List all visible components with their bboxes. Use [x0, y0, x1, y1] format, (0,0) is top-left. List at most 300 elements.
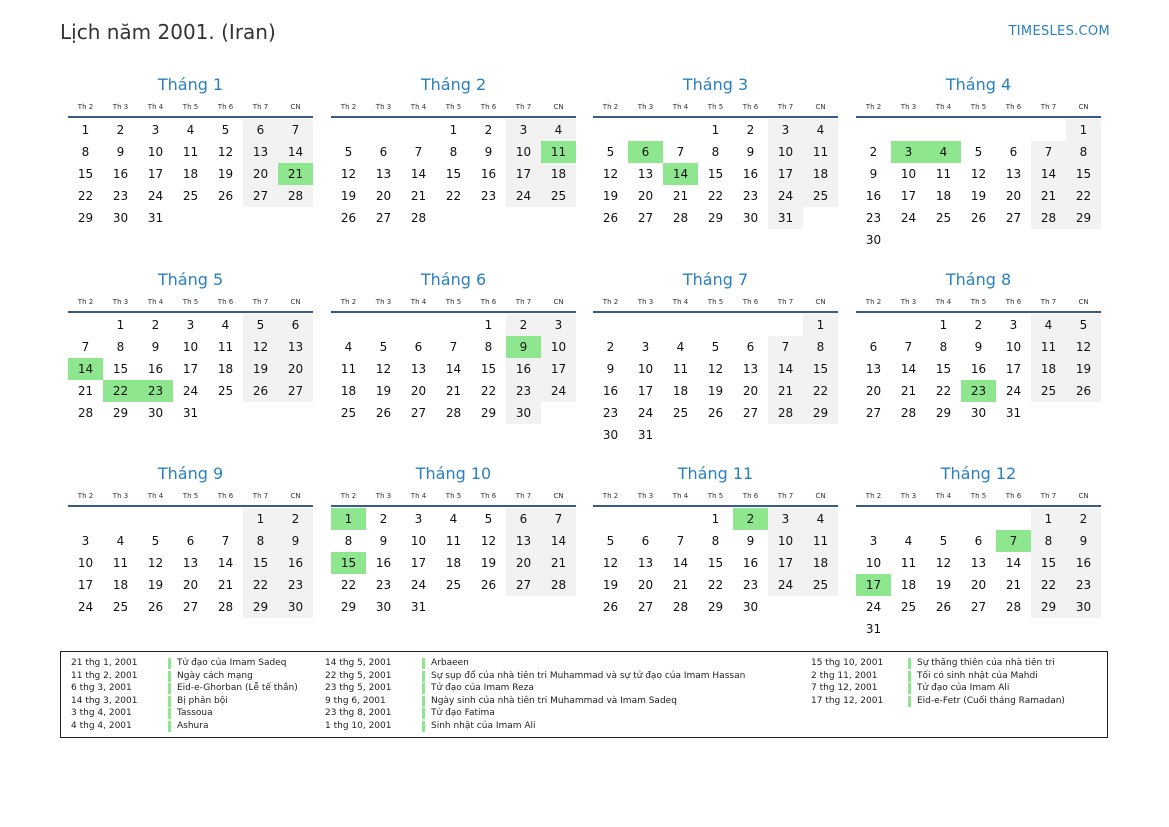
holiday-date: 14 thg 3, 2001	[71, 695, 138, 706]
weekday-label: CN	[815, 492, 826, 500]
day-cell: 8	[711, 145, 720, 159]
day-cell: 20	[410, 384, 427, 398]
day-cell: 19	[217, 167, 234, 181]
day-cell: 7	[676, 145, 685, 159]
day-cell: 30	[865, 233, 882, 247]
day-cell: 1	[1031, 508, 1066, 530]
day-cell: 2	[746, 123, 755, 137]
header-rule	[331, 311, 576, 313]
month-block	[331, 269, 576, 424]
day-cell: 21	[1031, 185, 1066, 207]
day-cell: 18	[803, 163, 838, 185]
day-cell: 9	[278, 530, 313, 552]
day-cell: 4	[676, 340, 685, 354]
day-grid	[856, 314, 1101, 424]
holiday-day-cell: 4	[926, 141, 961, 163]
weekday-header	[593, 295, 838, 309]
holiday-entry	[325, 695, 745, 708]
day-cell: 27	[506, 574, 541, 596]
weekday-label: Th 7	[515, 103, 532, 111]
weekday-header	[68, 100, 313, 114]
day-cell: 9	[379, 534, 388, 548]
weekday-header	[68, 295, 313, 309]
day-cell: 28	[672, 211, 689, 225]
weekday-label: Th 2	[77, 298, 94, 306]
holiday-marker	[908, 683, 911, 694]
weekday-label: Th 4	[935, 298, 952, 306]
day-cell: 21	[1005, 578, 1022, 592]
weekday-label: CN	[815, 298, 826, 306]
header-rule	[331, 505, 576, 507]
day-cell: 10	[77, 556, 94, 570]
holiday-day-cell: 22	[103, 380, 138, 402]
day-cell: 3	[186, 318, 195, 332]
holiday-day-cell: 3	[891, 141, 926, 163]
month-name: Tháng 4	[945, 75, 1012, 94]
day-cell: 9	[974, 340, 983, 354]
holiday-marker	[168, 683, 171, 694]
header-rule	[856, 311, 1101, 313]
weekday-label: CN	[1078, 298, 1089, 306]
day-cell: 1	[449, 123, 458, 137]
day-cell: 26	[1066, 380, 1101, 402]
weekday-label: Th 3	[375, 492, 392, 500]
day-cell: 14	[445, 362, 462, 376]
day-cell: 13	[182, 556, 199, 570]
day-cell: 9	[606, 362, 615, 376]
holiday-marker	[168, 708, 171, 719]
day-cell: 10	[410, 534, 427, 548]
day-cell: 24	[506, 185, 541, 207]
day-cell: 28	[278, 185, 313, 207]
day-cell: 15	[707, 167, 724, 181]
empty-cell	[891, 508, 926, 530]
weekday-label: Th 2	[77, 103, 94, 111]
day-cell: 16	[970, 362, 987, 376]
weekday-label: Th 7	[515, 492, 532, 500]
day-cell: 12	[375, 362, 392, 376]
month-block	[856, 269, 1101, 424]
day-cell: 31	[147, 211, 164, 225]
day-cell: 9	[746, 145, 755, 159]
holiday-date: 15 thg 10, 2001	[811, 658, 884, 668]
day-grid	[856, 508, 1101, 640]
day-cell: 16	[278, 552, 313, 574]
day-cell: 22	[803, 380, 838, 402]
day-cell: 30	[112, 211, 129, 225]
day-cell: 10	[506, 141, 541, 163]
day-cell: 29	[112, 406, 129, 420]
empty-cell	[68, 314, 103, 336]
empty-cell	[593, 119, 628, 141]
empty-cell	[593, 508, 628, 530]
day-cell: 11	[182, 145, 199, 159]
holiday-day-cell: 2	[733, 508, 768, 530]
day-cell: 27	[970, 600, 987, 614]
day-cell: 14	[217, 556, 234, 570]
holiday-day-cell: 14	[663, 163, 698, 185]
day-cell: 2	[506, 314, 541, 336]
day-cell: 30	[970, 406, 987, 420]
holiday-day-cell: 11	[541, 141, 576, 163]
day-cell: 20	[506, 552, 541, 574]
day-cell: 21	[410, 189, 427, 203]
day-cell: 3	[151, 123, 160, 137]
holiday-date: 23 thg 5, 2001	[325, 683, 392, 694]
day-cell: 7	[81, 340, 90, 354]
day-cell: 23	[742, 189, 759, 203]
day-cell: 30	[742, 211, 759, 225]
day-cell: 12	[243, 336, 278, 358]
header-rule	[593, 311, 838, 313]
day-cell: 24	[1005, 384, 1022, 398]
weekday-label: Th 4	[147, 298, 164, 306]
day-cell: 6	[186, 534, 195, 548]
holiday-name: Tử đạo của Imam Sadeq	[177, 658, 287, 668]
empty-cell	[68, 508, 103, 530]
day-cell: 3	[641, 340, 650, 354]
holiday-day-cell: 7	[996, 530, 1031, 552]
day-cell: 3	[1009, 318, 1018, 332]
weekday-label: Th 3	[375, 103, 392, 111]
day-cell: 22	[445, 189, 462, 203]
day-cell: 14	[672, 556, 689, 570]
holiday-marker	[168, 721, 171, 732]
header-rule	[856, 116, 1101, 118]
day-cell: 8	[803, 336, 838, 358]
day-cell: 25	[900, 600, 917, 614]
month-block	[68, 463, 313, 618]
day-cell: 11	[803, 530, 838, 552]
day-cell: 9	[151, 340, 160, 354]
day-cell: 25	[112, 600, 129, 614]
day-cell: 6	[243, 119, 278, 141]
day-cell: 27	[410, 406, 427, 420]
header-rule	[856, 505, 1101, 507]
day-grid	[593, 314, 838, 446]
day-cell: 20	[637, 578, 654, 592]
day-cell: 24	[410, 578, 427, 592]
holiday-date: 7 thg 12, 2001	[811, 683, 878, 694]
day-cell: 4	[186, 123, 195, 137]
weekday-label: Th 3	[375, 298, 392, 306]
day-cell: 23	[375, 578, 392, 592]
day-cell: 25	[803, 185, 838, 207]
day-cell: 3	[768, 119, 803, 141]
holiday-entry	[325, 707, 745, 720]
day-cell: 10	[637, 362, 654, 376]
holiday-name: Sự sụp đổ của nhà tiên tri Muhammad và sự tử đạo của Imam Hassan	[431, 670, 746, 681]
day-cell: 26	[375, 406, 392, 420]
day-cell: 7	[676, 534, 685, 548]
weekday-label: CN	[290, 492, 301, 500]
day-cell: 28	[768, 402, 803, 424]
weekday-label: Th 6	[217, 298, 234, 306]
day-cell: 17	[182, 362, 199, 376]
empty-cell	[891, 314, 926, 336]
day-cell: 22	[707, 189, 724, 203]
day-cell: 12	[970, 167, 987, 181]
holiday-name: Bị phân bội	[177, 695, 228, 706]
day-cell: 21	[445, 384, 462, 398]
day-cell: 10	[1005, 340, 1022, 354]
day-cell: 2	[974, 318, 983, 332]
day-cell: 10	[768, 530, 803, 552]
day-cell: 4	[803, 508, 838, 530]
holiday-entry	[325, 682, 745, 695]
weekday-label: Th 3	[637, 298, 654, 306]
weekday-label: CN	[1078, 492, 1089, 500]
day-cell: 15	[1031, 552, 1066, 574]
holiday-marker	[422, 708, 425, 719]
day-cell: 27	[243, 185, 278, 207]
day-cell: 16	[112, 167, 129, 181]
day-grid	[68, 119, 313, 229]
weekday-label: Th 6	[1005, 298, 1022, 306]
weekday-label: Th 6	[742, 103, 759, 111]
weekday-label: Th 3	[112, 492, 129, 500]
day-cell: 8	[939, 340, 948, 354]
empty-cell	[103, 508, 138, 530]
day-cell: 18	[672, 384, 689, 398]
day-cell: 19	[602, 189, 619, 203]
weekday-label: Th 2	[340, 492, 357, 500]
day-cell: 1	[939, 318, 948, 332]
day-cell: 5	[606, 534, 615, 548]
header-rule	[593, 116, 838, 118]
weekday-label: Th 4	[147, 103, 164, 111]
day-cell: 22	[77, 189, 94, 203]
holiday-marker	[168, 658, 171, 669]
day-cell: 12	[707, 362, 724, 376]
weekday-label: Th 2	[865, 298, 882, 306]
day-cell: 16	[742, 556, 759, 570]
day-cell: 29	[340, 600, 357, 614]
month-name: Tháng 10	[415, 464, 492, 483]
day-cell: 24	[768, 574, 803, 596]
weekday-label: Th 5	[970, 492, 987, 500]
day-cell: 18	[112, 578, 129, 592]
day-cell: 2	[1066, 508, 1101, 530]
day-cell: 22	[1031, 574, 1066, 596]
weekday-header	[856, 100, 1101, 114]
day-cell: 28	[672, 600, 689, 614]
month-name: Tháng 1	[157, 75, 224, 94]
day-cell: 21	[541, 552, 576, 574]
day-cell: 27	[865, 406, 882, 420]
weekday-label: Th 6	[1005, 492, 1022, 500]
day-grid	[331, 119, 576, 229]
empty-cell	[891, 119, 926, 141]
day-cell: 5	[344, 145, 353, 159]
day-cell: 30	[278, 596, 313, 618]
day-cell: 26	[707, 406, 724, 420]
holiday-marker	[908, 696, 911, 707]
day-cell: 28	[445, 406, 462, 420]
day-cell: 9	[869, 167, 878, 181]
day-cell: 22	[243, 574, 278, 596]
day-cell: 12	[935, 556, 952, 570]
holiday-date: 9 thg 6, 2001	[325, 695, 386, 706]
day-cell: 15	[803, 358, 838, 380]
day-cell: 18	[182, 167, 199, 181]
day-grid	[331, 508, 576, 618]
month-block	[856, 463, 1101, 640]
holiday-day-cell: 9	[506, 336, 541, 358]
weekday-label: Th 2	[602, 492, 619, 500]
day-cell: 16	[147, 362, 164, 376]
day-cell: 7	[768, 336, 803, 358]
weekday-label: Th 5	[970, 103, 987, 111]
day-cell: 13	[278, 336, 313, 358]
weekday-label: Th 3	[900, 103, 917, 111]
month-block	[331, 463, 576, 618]
day-cell: 2	[606, 340, 615, 354]
day-cell: 27	[1005, 211, 1022, 225]
day-grid	[331, 314, 576, 424]
day-cell: 8	[116, 340, 125, 354]
day-grid	[68, 508, 313, 618]
weekday-label: CN	[815, 103, 826, 111]
day-cell: 12	[480, 534, 497, 548]
day-cell: 9	[1066, 530, 1101, 552]
day-cell: 4	[344, 340, 353, 354]
month-name: Tháng 8	[945, 270, 1012, 289]
day-cell: 16	[602, 384, 619, 398]
day-cell: 9	[484, 145, 493, 159]
day-cell: 4	[1031, 314, 1066, 336]
day-cell: 7	[221, 534, 230, 548]
day-cell: 20	[278, 358, 313, 380]
empty-cell	[138, 508, 173, 530]
day-cell: 1	[81, 123, 90, 137]
day-cell: 29	[480, 406, 497, 420]
holiday-name: Tối có sinh nhật của Mahdi	[917, 670, 1038, 681]
day-cell: 17	[768, 163, 803, 185]
day-cell: 5	[939, 534, 948, 548]
day-cell: 8	[711, 534, 720, 548]
empty-cell	[628, 314, 663, 336]
day-cell: 12	[602, 556, 619, 570]
day-cell: 28	[1005, 600, 1022, 614]
brand-link[interactable]: TIMESLES.COM	[1008, 24, 1110, 39]
empty-cell	[628, 119, 663, 141]
empty-cell	[401, 119, 436, 141]
day-cell: 8	[449, 145, 458, 159]
day-cell: 20	[182, 578, 199, 592]
day-cell: 1	[1066, 119, 1101, 141]
empty-cell	[996, 119, 1031, 141]
holiday-entry	[71, 682, 298, 695]
day-cell: 16	[742, 167, 759, 181]
day-cell: 21	[900, 384, 917, 398]
day-cell: 14	[900, 362, 917, 376]
day-cell: 8	[81, 145, 90, 159]
day-cell: 18	[900, 578, 917, 592]
holiday-date: 22 thg 5, 2001	[325, 670, 392, 681]
weekday-label: Th 6	[217, 103, 234, 111]
day-cell: 28	[1031, 207, 1066, 229]
month-name: Tháng 12	[940, 464, 1017, 483]
day-cell: 14	[410, 167, 427, 181]
day-cell: 27	[637, 211, 654, 225]
weekday-label: Th 4	[672, 103, 689, 111]
day-cell: 7	[904, 340, 913, 354]
day-cell: 31	[1005, 406, 1022, 420]
day-cell: 2	[278, 508, 313, 530]
weekday-label: Th 2	[602, 298, 619, 306]
weekday-label: Th 2	[340, 103, 357, 111]
weekday-label: Th 3	[900, 298, 917, 306]
day-cell: 7	[541, 508, 576, 530]
day-cell: 7	[449, 340, 458, 354]
day-cell: 16	[506, 358, 541, 380]
day-cell: 11	[935, 167, 952, 181]
day-cell: 17	[147, 167, 164, 181]
day-cell: 25	[541, 185, 576, 207]
empty-cell	[926, 508, 961, 530]
empty-cell	[961, 119, 996, 141]
day-cell: 15	[77, 167, 94, 181]
day-cell: 5	[711, 340, 720, 354]
day-cell: 4	[803, 119, 838, 141]
weekday-label: Th 7	[252, 298, 269, 306]
day-cell: 22	[935, 384, 952, 398]
holiday-name: Sinh nhật của Imam Ali	[431, 720, 536, 731]
day-cell: 6	[974, 534, 983, 548]
day-cell: 7	[414, 145, 423, 159]
weekday-label: Th 5	[970, 298, 987, 306]
weekday-label: Th 7	[777, 492, 794, 500]
day-cell: 6	[379, 145, 388, 159]
holiday-entry	[811, 695, 1065, 708]
day-cell: 28	[77, 406, 94, 420]
day-cell: 29	[1031, 596, 1066, 618]
holiday-entry	[71, 657, 298, 670]
day-cell: 6	[414, 340, 423, 354]
day-cell: 30	[742, 600, 759, 614]
day-cell: 6	[1009, 145, 1018, 159]
empty-cell	[436, 314, 471, 336]
weekday-label: Th 7	[1040, 298, 1057, 306]
day-cell: 24	[147, 189, 164, 203]
day-cell: 26	[935, 600, 952, 614]
day-cell: 19	[707, 384, 724, 398]
day-cell: 6	[641, 534, 650, 548]
day-cell: 31	[182, 406, 199, 420]
month-block	[856, 74, 1101, 251]
holiday-entry	[811, 670, 1065, 683]
weekday-label: Th 4	[410, 103, 427, 111]
day-cell: 5	[221, 123, 230, 137]
day-cell: 13	[637, 556, 654, 570]
empty-cell	[401, 314, 436, 336]
holiday-marker	[422, 671, 425, 682]
day-cell: 3	[869, 534, 878, 548]
day-cell: 20	[865, 384, 882, 398]
month-name: Tháng 3	[682, 75, 749, 94]
day-cell: 5	[974, 145, 983, 159]
day-cell: 3	[541, 314, 576, 336]
header-rule	[68, 505, 313, 507]
day-cell: 13	[375, 167, 392, 181]
day-cell: 16	[480, 167, 497, 181]
day-cell: 30	[375, 600, 392, 614]
day-cell: 17	[900, 189, 917, 203]
empty-cell	[331, 119, 366, 141]
month-block	[593, 463, 838, 618]
day-cell: 15	[445, 167, 462, 181]
